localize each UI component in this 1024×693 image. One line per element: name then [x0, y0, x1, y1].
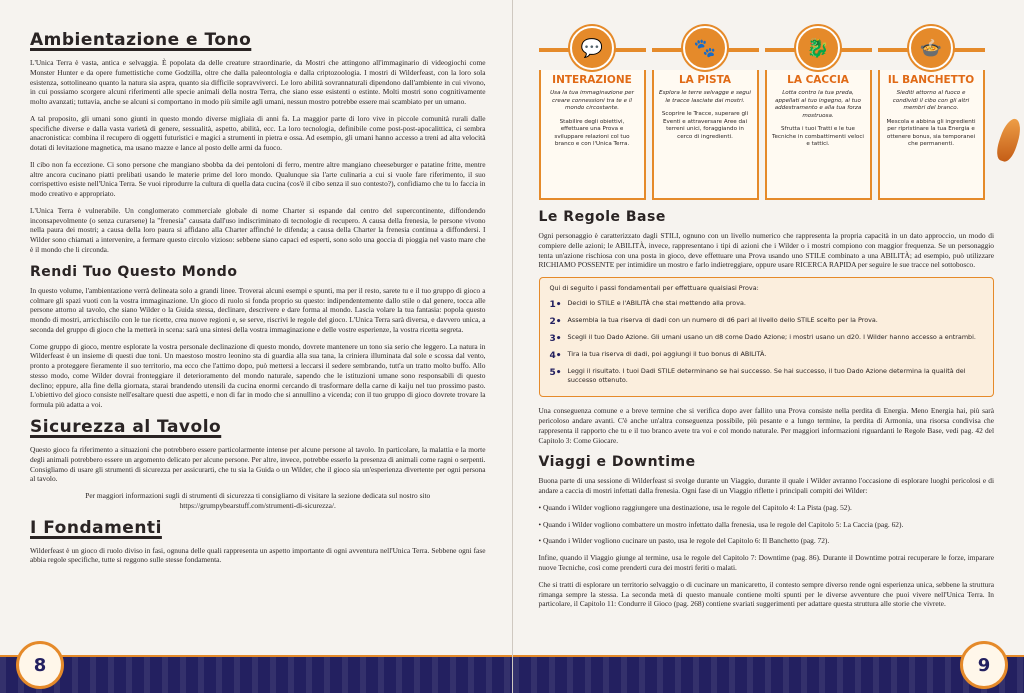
section-title-rendi-tuo: Rendi Tuo Questo Mondo	[30, 263, 238, 280]
bullet-text: Quando i Wilder vogliono cucinare un pasto, usa le regole del Capitolo 6: Il Banchetto (pag. 72).	[542, 536, 830, 546]
step-number: 1•	[549, 299, 562, 310]
step-item	[550, 316, 984, 328]
page-number: 8	[16, 641, 64, 689]
step-text: Tira la tua riserva di dadi, poi aggiungi il tuo bonus di ABILITÀ.	[567, 349, 767, 358]
page-number: 9	[960, 641, 1008, 689]
cooking-pot-icon: 🍲	[909, 26, 953, 70]
bullet-text: Quando i Wilder vogliono combattere un mostro infettato dalla frenesia, usa le regole del Capitolo 5: La Caccia (pag. 62).	[542, 519, 904, 529]
paragraph: Come gruppo di gioco, mentre esplorate la vostra personale declinazione di questo mondo, dovrete mantenere un tono sia serio che leggero. La natura in Wilderfeast è un insieme di questi due toni. Un maestoso mostro leonino sta di guardia alla sua tana, la criniera illuminata dal sole e scossa dal vento, pronto a proteggere fieramente il suo territorio, ma ecco che l'attimo dopo, può mettersi a leccarsi il sedere sembrando, tutt'a un tratto molto buffo. Allo stesso modo, come Wilder dovrai fronteggiare il deterioramento del mondo naturale, sapendo che le istituzioni umane sono responsabili di questo declino; eppure, alla fine della giornata, starai brandendo utensili da cucina enormi cercando di trasformare della carne di kaiju nel tuo prossimo pasto. L'obiettivo del gioco consiste nell'esaltare questi due aspetti, e non di far in modo che si annullino a vicenda; con il tuo gruppo di gioco dovrete trovare la formula più adatta a voi.	[30, 341, 486, 410]
pillar-text: Stabilire degli obiettivi, effettuare una Prova e sviluppare relazioni col tuo branco e con l'Unica Terra.	[554, 118, 630, 148]
section-title-viaggi: Viaggi e Downtime	[538, 454, 696, 471]
paragraph: L'Unica Terra è vasta, antica e selvaggia. È popolata da delle creature straordinarie, da Mostri che attingono all'immaginario di videogiochi come Monster Hunter e da opere fumettistiche come Godzilla, oltre che dalla paleontologia e dalla criptozoologia. I mostri di Wilderfeast, con la loro sola esistenza, sottolineano quanto la natura sia aspra, quanto sia difficile sopravviverci. Le loro abilità sovrannaturali dipendono dall'ambiente in cui vivono, in cui possiamo scorgere alcuni riferimenti alle specie animali della nostra Terra, che siano esse esistenti o estinte. Molti mostri sono cognitivamente molto avanzati; tuttavia, anche se alcuni si comportano in modo più simile agli umani, nessun mostro potrebbe essere mai scambiato per un umano.	[30, 58, 486, 107]
pillar-la-pista	[652, 26, 759, 200]
step-number: 5•	[549, 368, 562, 379]
monster-icon: 🐉	[796, 26, 840, 70]
paragraph: In questo volume, l'ambientazione verrà delineata solo a grandi linee. Troverai alcuni esempi e spunti, ma per il resto, sarete tu e il tuo gruppo di gioco a colmare gli spazi vuoti con la vostra immaginazione. Un gioco di ruolo si fonda proprio su questo: indipendentemente dallo stile o dal genere, tocca alle persone attorno al tavolo, che siano Wilder o la Guida stessa, declinare, descrivere e dare forma al mondo. Lascia volare la tua fantasia: popola questo mondo di mostri, arricchiscilo con le tue ricette, crea nuove regioni e, se serve, riscrivi le regole del gioco. L'Unica Terra sarà diversa, e davvero unica, a seconda del gruppo di gioco che la metterà in scena: sarà una sintesi della vostra immaginazione e delle vostre esperienze, la vostra ricetta segreta.	[30, 285, 486, 334]
section-title-regole: Le Regole Base	[538, 209, 666, 225]
pillar-title: LA PISTA	[678, 74, 732, 86]
pillar-text: Mescola e abbina gli ingredienti per ripristinare la tua Energia e ottenere bonus, sia temporanei che permanenti.	[886, 118, 976, 148]
pillar-interazione	[539, 26, 646, 200]
step-item	[550, 333, 984, 345]
step-item	[550, 299, 984, 311]
step-number: 3•	[549, 333, 562, 344]
right-page	[513, 0, 1024, 693]
paragraph: Buona parte di una sessione di Wilderfeast si svolge durante un Viaggio, durante il quale i Wilder avranno l'occasione di esplorare luoghi pericolosi e di andare a caccia di mostri infettati dalla frenesia. Ogni fase di un Viaggio riflette i principali compiti dei Wilder:	[538, 476, 994, 496]
feather-illustration	[994, 116, 1024, 163]
paragraph: Wilderfeast è un gioco di ruolo diviso in fasi, ognuna delle quali rappresenta un aspetto importante di ogni avventura nell'Unica Terra. Sebbene ogni fase abbia regole specifiche, tutte si reggono sulle stesse fondamenta.	[30, 545, 486, 565]
bullet-item: • Quando i Wilder vogliono cucinare un pasto, usa le regole del Capitolo 6: Il Banchetto (pag. 72).	[538, 536, 830, 546]
bullet-text: Quando i Wilder vogliono raggiungere una destinazione, usa le regole del Capitolo 4: La Pista (pag. 52).	[542, 502, 852, 512]
pillar-desc: Esplora le terre selvagge e segui le tracce lasciate dai mostri.	[659, 90, 751, 104]
safety-link-note[interactable]: Per maggiori informazioni sugli di strumenti di sicurezza ti consigliamo di visitare la sezione dedicata sul nostro sito https://grumpybearstuff.com/strumenti-di-sicurezza/.	[85, 491, 431, 510]
paragraph: Una conseguenza comune e a breve termine che si verifica dopo aver fallito una Prova consiste nella perdita di Energia. Meno Energia hai, più sarà pericoloso andare avanti. C'è anche un'altra conseguenza possibile, più pesante e a lungo termine, la perdita di Armonia, una risorsa condivisa che rappresenta il rapporto che tu e il tuo branco avete tra voi e col mondo naturale. Per maggiori informazioni riguardanti le Regole Base, vedi pag. 42 del Capitolo 3: Come Giocare.	[538, 406, 994, 445]
pillar-title: INTERAZIONE	[552, 74, 632, 86]
pillar-il-banchetto	[878, 26, 985, 200]
step-text: Leggi il risultato. I tuoi Dadi STILE determinano se hai successo. Se hai successo, il tuo Dado Azione determina la qualità del successo ottenuto.	[567, 367, 966, 384]
paragraph: Infine, quando il Viaggio giunge al termine, usa le regole del Capitolo 7: Downtime (pag. 86). Durante il Downtime potrai recuperare le forze, imparare nuove Tecniche, così come prenderti cura dei mostri feriti o malati.	[538, 553, 994, 573]
paw-icon: 🐾	[683, 26, 727, 70]
speech-bubbles-icon: 💬	[570, 26, 614, 70]
step-text: Scegli il tuo Dado Azione. Gli umani usano un d8 come Dado Azione; i mostri usano un d20. I Wilder hanno accesso a entrambi.	[567, 332, 976, 341]
footer-band	[513, 657, 1024, 693]
paragraph: Questo gioco fa riferimento a situazioni che potrebbero essere particolarmente intense per alcune persone al tavolo. In particolare, la malattia e la morte degli animali potrebbero essere un argomento delicato per alcune persone. Per altre, invece, potrebbe esserlo la presenza di animali come ragni o serpenti. Consigliamo di usare gli strumenti di sicurezza per assicurarti, che tu sia la Guida o un Wilder, che il gioco sia un'esperienza divertente per ogni persona al tavolo.	[30, 444, 486, 484]
section-title-fondamenti: I Fondamenti	[30, 517, 162, 538]
steps-intro: Qui di seguito i passi fondamentali per effettuare qualsiasi Prova:	[549, 284, 759, 293]
step-number: 4•	[549, 350, 562, 361]
paragraph: Che si tratti di esplorare un territorio selvaggio o di cucinare un manicaretto, il contesto sempre diverso rende ogni esperienza unica, sebbene la struttura rimanga sempre la stessa. La seconda metà di questo manuale contiene molti spunti per le diverse avventure che puoi vivere nell'Unica Terra. In particolare, il Capitolo 11: Condurre il Gioco (pag. 268) contiene svariati suggerimenti per adattare questa struttura alle storie che vivrete.	[538, 579, 994, 609]
pillar-desc: Usa la tua immaginazione per creare connessioni tra te e il mondo circostante.	[550, 90, 634, 112]
pillar-title: IL BANCHETTO	[887, 74, 975, 86]
step-item	[550, 350, 984, 362]
step-text: Assembla la tua riserva di dadi con un numero di d6 pari al livello dello STILE scelto per la Prova.	[567, 315, 878, 324]
pillar-text: Sfrutta i tuoi Tratti e le tue Tecniche in combattimenti veloci e tattici.	[772, 126, 864, 148]
footer-band	[0, 657, 512, 693]
pillar-desc: Siediti attorno al fuoco e condividi il cibo con gli altri membri del branco.	[892, 90, 970, 112]
paragraph: L'Unica Terra è vulnerabile. Un conglomerato commerciale globale di nome Charter si espande dal centro del supercontinente, diffondendo inconsapevolmente (o senza curarsene) la "frenesia" causata dall'uso indiscriminato di tecnologie di recupero. A causa della frenesia, le persone vivono nella paura dei mostri; a causa della loro paura si affidano alla Charter affinché le difenda; a causa della Charter la frenesia continua a diffondersi. I Wilder sono chiamati a intervenire, a fermare questo circolo vizioso: sebbene siano capaci ed esperti, sono solo una goccia di pioggia nel vasto mare che è il mondo che li circonda.	[30, 205, 486, 255]
bullet-item: • Quando i Wilder vogliono raggiungere una destinazione, usa le regole del Capitolo 4: La Pista (pag. 52).	[538, 502, 852, 512]
paragraph: A tal proposito, gli umani sono giunti in questo mondo diverse migliaia di anni fa. La maggior parte di loro vive in piccole comunità rurali dalle specifiche diverse e dalla vasta varietà di genere, sessualità, aspetto, abilità, ecc. La loro tecnologia, definibile come post-post-apocalittica, ci sembra anacronistica: combina il recupero di oggetti futuristici e magici a strumenti in pietra e ossa. Ad esempio, gli umani hanno accesso a treni ad alta velocità dotati di levitazione magnetica, ma usano mazze e lance al posto delle armi da fuoco.	[30, 113, 486, 153]
step-item	[550, 367, 984, 384]
step-number: 2•	[549, 316, 562, 327]
bullet-item: • Quando i Wilder vogliono combattere un mostro infettato dalla frenesia, usa le regole del Capitolo 5: La Caccia (pag. 62).	[538, 519, 904, 529]
paragraph: Ogni personaggio è caratterizzato dagli STILI, ognuno con un livello numerico che rappresenta la propria capacità in un dato approccio, un modo di compiere delle azioni; le ABILITÀ, invece, rappresentano i tipi di azioni che i Wilder o i mostri compiono con maggior frequenza. Se un personaggio tenta un'azione rischiosa con una posta in gioco, deve effettuare una Prova usando uno STILE combinato a una ABILITÀ; ad esempio, può utilizzare RICHIAMO POSSENTE per intimidire un mostro e farlo indietreggiare, oppure usare RICERCA RAPIDA per seguire le sue tracce nel sottobosco.	[538, 231, 994, 270]
section-title-sicurezza: Sicurezza al Tavolo	[30, 416, 222, 437]
pillars-row	[539, 26, 995, 200]
pillar-la-caccia	[765, 26, 872, 200]
section-title-ambientazione: Ambientazione e Tono	[30, 30, 252, 50]
step-text: Decidi lo STILE e l'ABILITÀ che stai mettendo alla prova.	[567, 298, 746, 307]
pillar-desc: Lotta contro la tua preda, appellati al tuo ingegno, al tuo addestramento e alla tua forza mostruosa.	[774, 90, 862, 119]
pillar-title: LA CACCIA	[787, 74, 849, 86]
pillar-text: Scoprire le Tracce, superare gli Eventi e attraversare Aree dai terreni unici, foraggiando in cerco di ingredienti.	[661, 111, 749, 140]
steps-box	[539, 277, 995, 397]
paragraph: Il cibo non fa eccezione. Ci sono persone che mangiano sbobba da dei pentoloni di ferro, mentre altre mangiano cheeseburger e patatine fritte, mentre altre ancora cucinano piatti prelibati usando le materie prime del loro mondo. Qualunque sia l'arte culinaria a cui si vuole fare riferimento, il suo corrispettivo esiste nell'Unica Terra. Se vuoi riprodurre la cultura di quella data cucina (cos'è il cibo senza il suo contesto?), confidiamo che tu lo faccia in modo creativo e appropriato.	[30, 159, 486, 199]
